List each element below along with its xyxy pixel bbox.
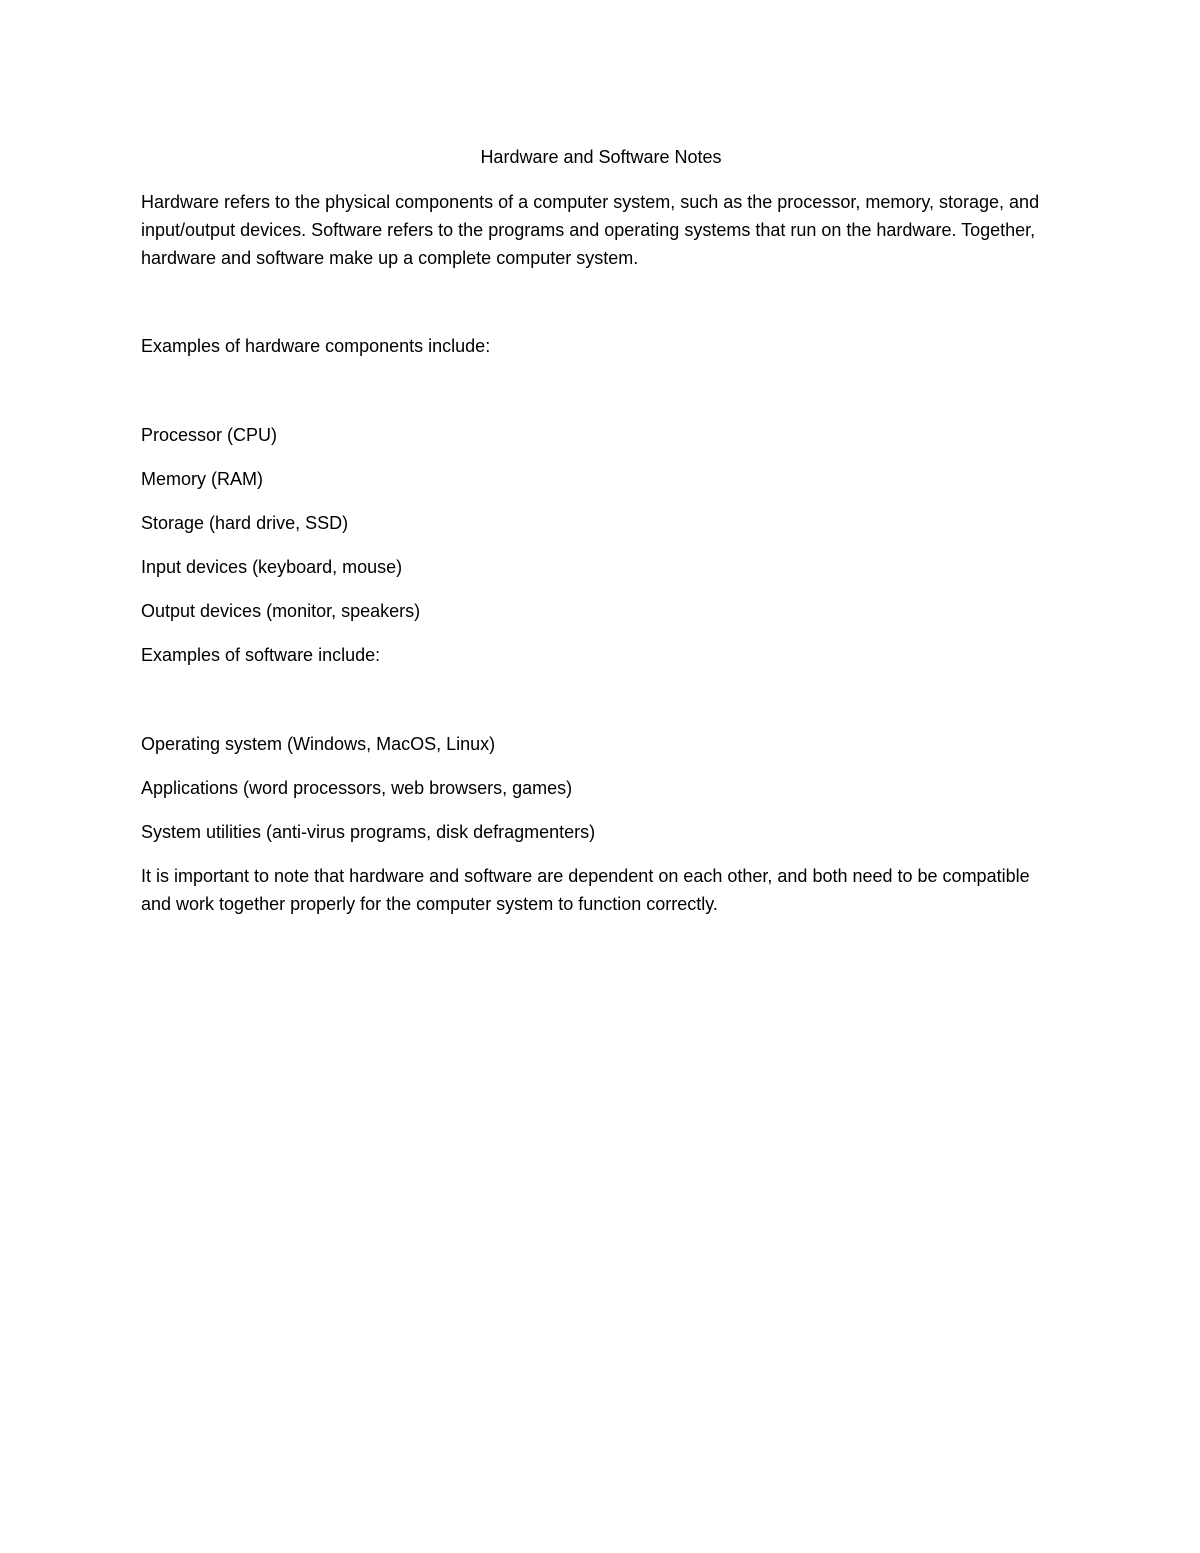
hardware-heading: Examples of hardware components include: [141, 336, 491, 356]
document-title: Hardware and Software Notes [480, 147, 722, 167]
hardware-item-output-devices: Output devices (monitor, speakers) [141, 601, 421, 621]
conclusion-paragraph: It is important to note that hardware and software are dependent on each other, and both need to be compatible and work together properly for the computer system to function correctly. [141, 866, 1030, 914]
blank-line [141, 360, 1061, 421]
software-item-system-utilities: System utilities (anti-virus programs, disk defragmenters) [141, 822, 596, 842]
software-item-operating-system: Operating system (Windows, MacOS, Linux) [141, 734, 496, 754]
software-heading: Examples of software include: [141, 645, 381, 665]
hardware-item-processor: Processor (CPU) [141, 425, 278, 445]
hardware-item-memory: Memory (RAM) [141, 469, 263, 489]
hardware-item-input-devices: Input devices (keyboard, mouse) [141, 557, 403, 577]
document-body [141, 143, 1061, 918]
software-item-applications: Applications (word processors, web browsers, games) [141, 778, 573, 798]
intro-paragraph: Hardware refers to the physical components of a computer system, such as the processor, memory, storage, and input/output devices. Software refers to the programs and operating systems that run on the hardware. Together, hardware and software make up a complete computer system. [141, 192, 1040, 268]
blank-line [141, 272, 1061, 332]
hardware-item-storage: Storage (hard drive, SSD) [141, 513, 349, 533]
blank-line [141, 669, 1061, 730]
